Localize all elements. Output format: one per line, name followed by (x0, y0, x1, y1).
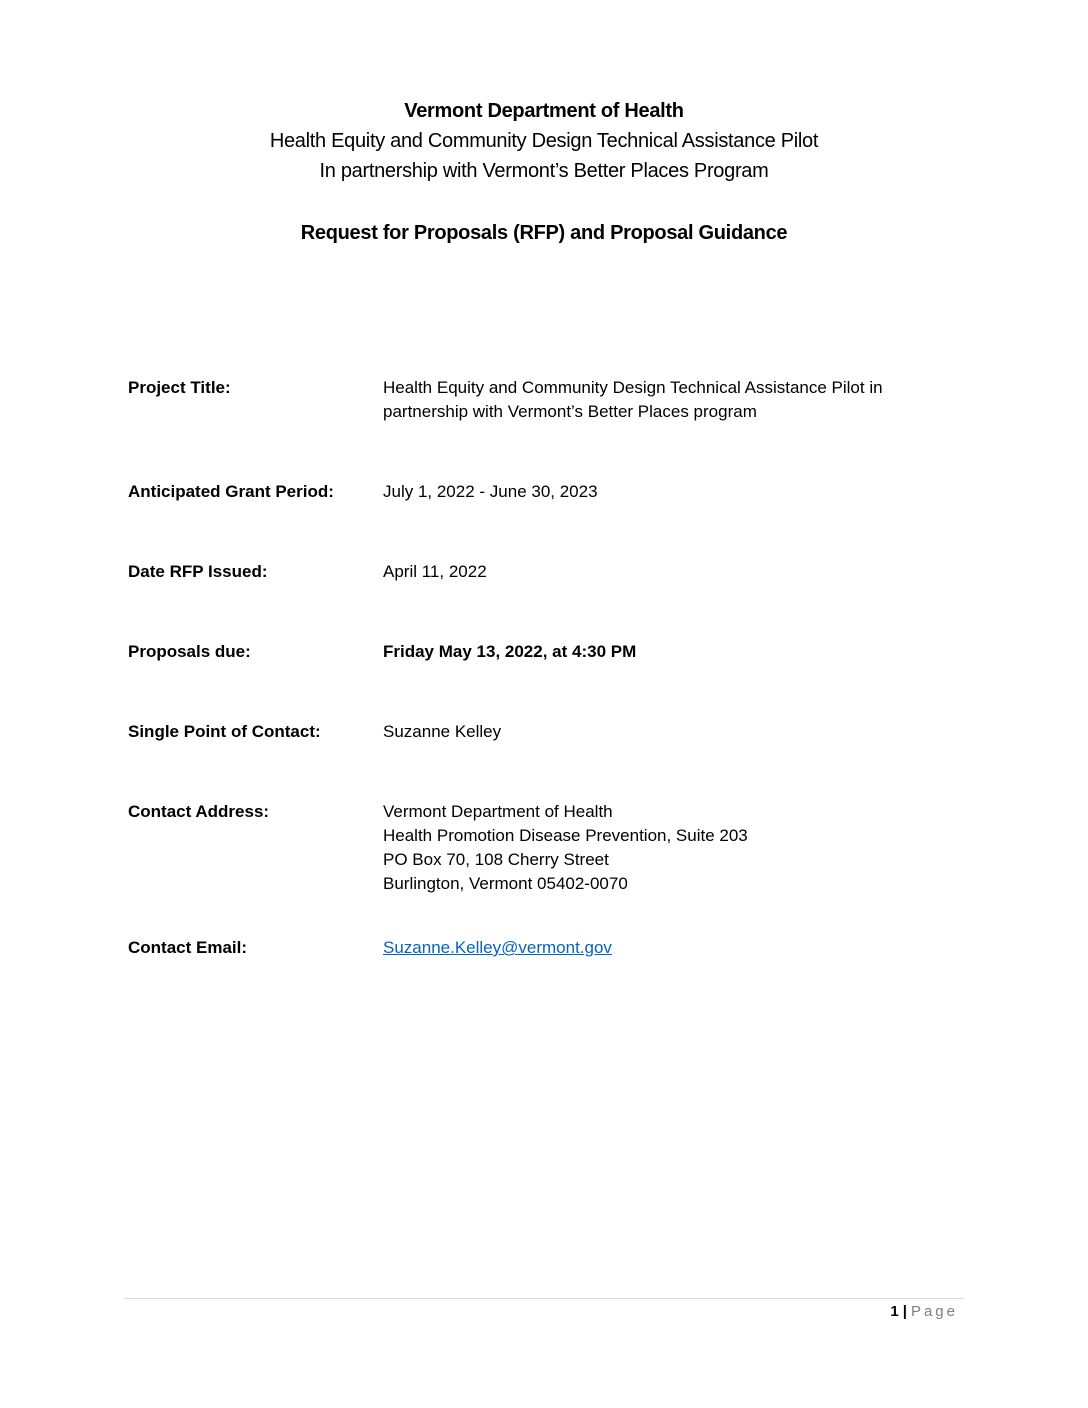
address-value (383, 800, 943, 896)
contact-value: Suzanne Kelley (383, 722, 502, 741)
document-header (0, 96, 1088, 248)
contact-label: Single Point of Contact: (128, 722, 321, 741)
address-label: Contact Address: (128, 802, 270, 821)
page-word: Page (910, 1303, 958, 1320)
address-line-2: Health Promotion Disease Prevention, Suite 203 (383, 826, 748, 845)
grant-period-value: July 1, 2022 - June 30, 2023 (383, 482, 598, 501)
address-line-4: Burlington, Vermont 05402-0070 (383, 874, 628, 893)
date-issued-value: April 11, 2022 (383, 562, 487, 581)
project-title-value-line-2: partnership with Vermont’s Better Places program (383, 402, 757, 421)
proposals-due-value: Friday May 13, 2022, at 4:30 PM (383, 642, 637, 661)
email-link[interactable]: Suzanne.Kelley@vermont.gov (383, 938, 612, 957)
page-number: 1 (890, 1303, 899, 1320)
program-title-line-2: In partnership with Vermont’s Better Places Program (319, 160, 769, 182)
email-value (383, 936, 943, 960)
document-title: Request for Proposals (RFP) and Proposal Guidance (300, 222, 788, 244)
footer-separator: | (902, 1303, 907, 1320)
date-issued-label: Date RFP Issued: (128, 562, 268, 581)
project-title-value (383, 376, 943, 424)
address-line-1: Vermont Department of Health (383, 802, 613, 821)
program-title-line-1: Health Equity and Community Design Technical Assistance Pilot (269, 130, 819, 152)
email-label: Contact Email: (128, 938, 248, 957)
address-line-3: PO Box 70, 108 Cherry Street (383, 850, 609, 869)
project-title-value-line-1: Health Equity and Community Design Technical Assistance Pilot in (383, 378, 883, 397)
proposals-due-label: Proposals due: (128, 642, 251, 661)
organization-name: Vermont Department of Health (404, 100, 684, 122)
grant-period-label: Anticipated Grant Period: (128, 482, 334, 501)
page-footer (890, 1302, 958, 1322)
project-title-label: Project Title: (128, 378, 231, 397)
footer-divider (124, 1298, 964, 1299)
